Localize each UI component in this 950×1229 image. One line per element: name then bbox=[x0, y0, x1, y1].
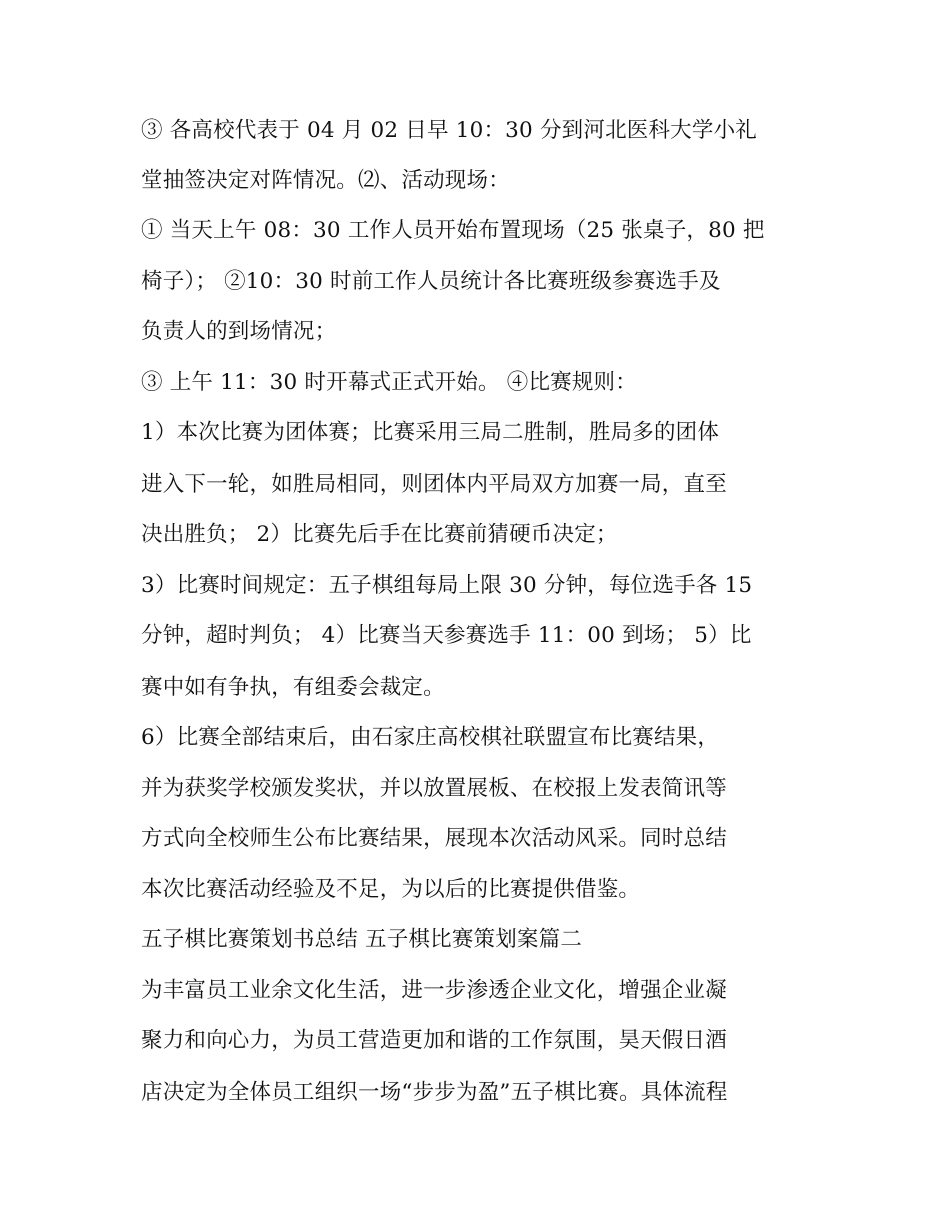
section-heading: 五子棋比赛策划书总结 五子棋比赛策划案篇二 bbox=[141, 927, 583, 952]
text-line: 赛中如有争执，有组委会裁定。 bbox=[141, 675, 445, 700]
text-line: 3）比赛时间规定：五子棋组每局上限 30 分钟，每位选手各 15 bbox=[141, 573, 753, 598]
text-line: 决出胜负； 2）比赛先后手在比赛前猜硬币决定； bbox=[141, 522, 618, 547]
text-line: 6）比赛全部结束后，由石家庄高校棋社联盟宣布比赛结果， bbox=[141, 725, 720, 750]
text-line: 店决定为全体员工组织一场“步步为盈”五子棋比赛。具体流程 bbox=[141, 1080, 728, 1105]
text-line: 负责人的到场情况； bbox=[141, 319, 337, 344]
text-line: 并为获奖学校颁发奖状，并以放置展板、在校报上发表简讯等 bbox=[141, 776, 727, 801]
text-line: 方式向全校师生公布比赛结果，展现本次活动风采。同时总结 bbox=[141, 826, 727, 851]
text-line: 堂抽签决定对阵情况。⑵、活动现场： bbox=[141, 168, 510, 193]
text-line: 1）本次比赛为团体赛；比赛采用三局二胜制，胜局多的团体 bbox=[141, 420, 720, 445]
text-line: 椅子）； ②10：30 时前工作人员统计各比赛班级参赛选手及 bbox=[141, 269, 721, 294]
text-line: 分钟，超时判负； 4）比赛当天参赛选手 11：00 到场； 5）比 bbox=[141, 623, 752, 648]
text-line: 进入下一轮，如胜局相同，则团体内平局双方加赛一局，直至 bbox=[141, 472, 727, 497]
text-line: ③ 各高校代表于 04 月 02 日早 10：30 分到河北医科大学小礼 bbox=[141, 118, 757, 143]
text-line: ③ 上午 11：30 时开幕式正式开始。 ④比赛规则： bbox=[141, 370, 637, 395]
text-line: 聚力和向心力，为员工营造更加和谐的工作氛围，昊天假日酒 bbox=[141, 1028, 727, 1053]
text-line: 为丰富员工业余文化生活，进一步渗透企业文化，增强企业凝 bbox=[141, 978, 727, 1003]
text-line: ① 当天上午 08：30 工作人员开始布置现场（25 张桌子，80 把 bbox=[141, 218, 765, 243]
text-line: 本次比赛活动经验及不足，为以后的比赛提供借鉴。 bbox=[141, 877, 641, 902]
